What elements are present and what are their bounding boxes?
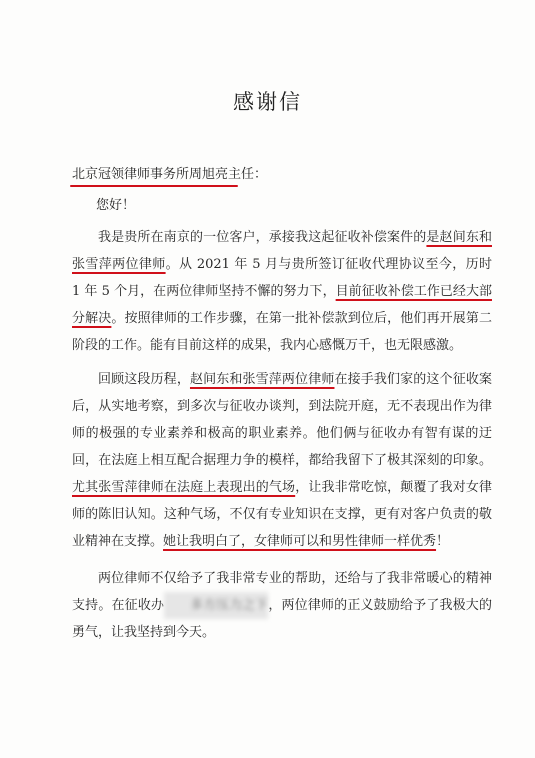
p2-text-a: 回顾这段历程， <box>98 372 190 387</box>
letter-title: 感谢信 <box>233 90 302 114</box>
p1-underlined-lawyers: 是赵间东和张雪萍两位律师 <box>72 230 492 272</box>
p3-text-b: ，两位律师的正义鼓励给予了我极大的勇气，让我坚持到今天。 <box>72 598 492 640</box>
p1-text-a: 我是贵所在南京的一位客户，承接我这起征收补偿案件的 <box>98 230 427 245</box>
p2-underlined-conclusion: 她让我明白了，女律师可以和男性律师一样优秀 <box>163 534 437 549</box>
p2-text-b: 在接手我们家的这个征收案后，从实地考察，到多次与征收办谈判，到法院开庭，无不表现出作为律师的极强的专业素养和极高的职业素养。他们俩与征收办有智有谋的迂回，在法庭上相互配合据理力争的模样，都给我留下了极其深刻的印象。 <box>72 372 492 468</box>
p2-text-c: ，让我非常吃惊，颠覆了我对女律师的陈旧认知。这种气场，不仅有专业知识在支撑，更有对客户负责的敬业精神在支撑。 <box>72 480 492 549</box>
p2-underlined-presence: 尤其张雪萍律师在法庭上表现出的气场 <box>72 480 296 495</box>
redacted-text: 多方压力之下 <box>164 592 268 619</box>
p1-underlined-progress: 目前征收补偿工作已经大部分解决 <box>72 284 492 326</box>
salutation-underline <box>70 185 238 187</box>
p1-text-b: 。从 2021 年 5 月与贵所签订征收代理协议至今，历时 1 年 5 个月，在两位律师坚持不懈的努力下， <box>72 257 492 299</box>
paragraph-1 <box>72 224 492 359</box>
p2-underlined-lawyers: 赵间东和张雪萍两位律师 <box>189 372 335 387</box>
p3-text-a: 两位律师不仅给予了我非常专业的帮助，还给与了我非常暖心的精神支持。在征收办 <box>72 571 492 613</box>
greeting: 您好！ <box>96 198 136 213</box>
salutation: 北京冠领律师事务所周旭亮主任： <box>72 167 268 182</box>
p1-text-c: 。按照律师的工作步骤，在第一批补偿款到位后，他们再开展第二阶段的工作。能有目前这样的成果，我内心感慨万千，也无限感激。 <box>72 311 492 353</box>
paragraph-2 <box>72 366 492 555</box>
p2-text-d: ！ <box>436 534 450 549</box>
paragraph-3 <box>72 565 492 646</box>
